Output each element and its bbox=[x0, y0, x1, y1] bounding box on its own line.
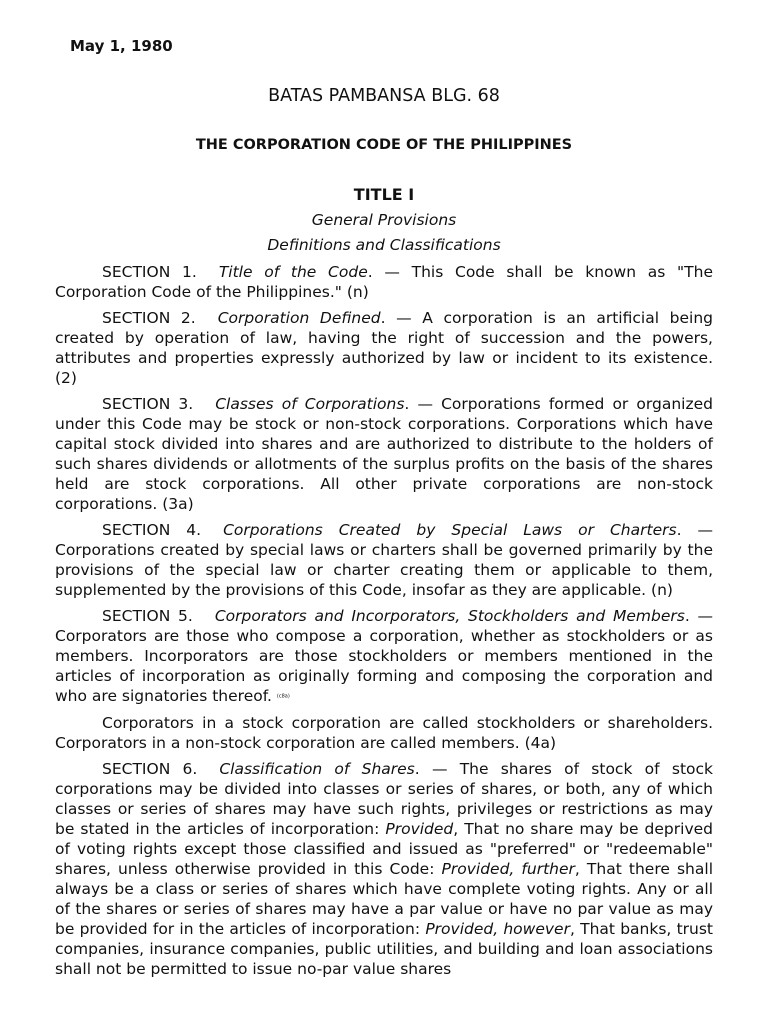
proviso: Provided bbox=[385, 819, 454, 838]
section-label: SECTION 2. bbox=[102, 309, 196, 327]
act-number: BATAS PAMBANSA BLG. 68 bbox=[268, 86, 500, 106]
section-heading: Classification of Shares bbox=[219, 759, 415, 778]
document-body bbox=[55, 262, 713, 985]
section-1 bbox=[55, 262, 713, 302]
section-text: , That banks, trust companies, insurance companies, public utilities, and building and loan associations shall not be permitted to issue no-par value shares bbox=[55, 919, 713, 978]
section-2 bbox=[55, 308, 713, 388]
title-subtitle-definitions: Definitions and Classifications bbox=[267, 236, 501, 254]
proviso: Provided, however bbox=[425, 919, 570, 938]
proviso: Provided, further bbox=[441, 859, 575, 878]
section-heading: Corporation Defined bbox=[217, 309, 381, 327]
section-text: . — The shares of stock of stock corporations may be divided into classes or series of shares, or both, any of which classes or series of shares may have such rights, privileges or restrictions as may be stated in the articles of incorporation: bbox=[55, 759, 714, 838]
section-heading: Classes of Corporations bbox=[215, 395, 405, 413]
section-5 bbox=[55, 606, 713, 707]
section-heading: Corporations Created by Special Laws or Charters bbox=[223, 521, 677, 539]
section-text: . — Corporators are those who compose a corporation, whether as stockholders or as members. Incorporators are those stockholders or members mentioned in the articles of incorporation as originally forming and composing the corporation and who are signatories thereof. bbox=[55, 607, 713, 705]
section-heading: Title of the Code bbox=[218, 263, 368, 281]
section-label: SECTION 1. bbox=[102, 263, 197, 281]
section-text: . — This Code shall be known as "The Corporation Code of the Philippines." (n) bbox=[55, 263, 713, 301]
section-label: SECTION 3. bbox=[102, 395, 194, 413]
section-text: , That there shall always be a class or series of shares which have complete voting rights. Any or all of the shares or series of shares may have a par value or have no par value as may be provided for in the articles of incorporation: bbox=[55, 859, 713, 938]
document-date: May 1, 1980 bbox=[70, 37, 173, 55]
section-text: . — A corporation is an artificial being created by operation of law, having the right of succession and the powers, attributes and properties expressly authorized by law or incident to its existence. (2) bbox=[55, 309, 713, 387]
footnote-marker: (c8a) bbox=[276, 693, 290, 700]
section-text: . — Corporations created by special laws or charters shall be governed primarily by the provisions of the special law or charter creating them or applicable to them, supplemented by the provisions of this Code, insofar as they are applicable. (n) bbox=[55, 521, 713, 599]
title-number: TITLE I bbox=[353, 185, 415, 204]
section-label: SECTION 4. bbox=[102, 521, 202, 539]
section-text: Corporators in a stock corporation are called stockholders or shareholders. Corporators in a non-stock corporation are called members. (4a) bbox=[55, 713, 713, 752]
section-6 bbox=[55, 759, 713, 979]
section-3 bbox=[55, 394, 713, 514]
title-subtitle-general: General Provisions bbox=[311, 211, 457, 229]
section-label: SECTION 6. bbox=[102, 759, 198, 778]
section-text: . — Corporations formed or organized under this Code may be stock or non-stock corporations. Corporations which have capital stock divided into shares and are authorized to distribute to the holders of such shares dividends or allotments of the surplus profits on the basis of the shares held are stock corporations. All other private corporations are non-stock corporations. (3a) bbox=[55, 395, 713, 513]
section-5-continued bbox=[55, 713, 713, 753]
section-4 bbox=[55, 520, 713, 600]
section-heading: Corporators and Incorporators, Stockholders and Members bbox=[214, 607, 685, 625]
section-label: SECTION 5. bbox=[102, 607, 193, 625]
section-text: , That no share may be deprived of voting rights except those classified and issued as "preferred" or "redeemable" shares, unless otherwise provided in this Code: bbox=[55, 819, 713, 878]
code-title: THE CORPORATION CODE OF THE PHILIPPINES bbox=[195, 137, 573, 153]
